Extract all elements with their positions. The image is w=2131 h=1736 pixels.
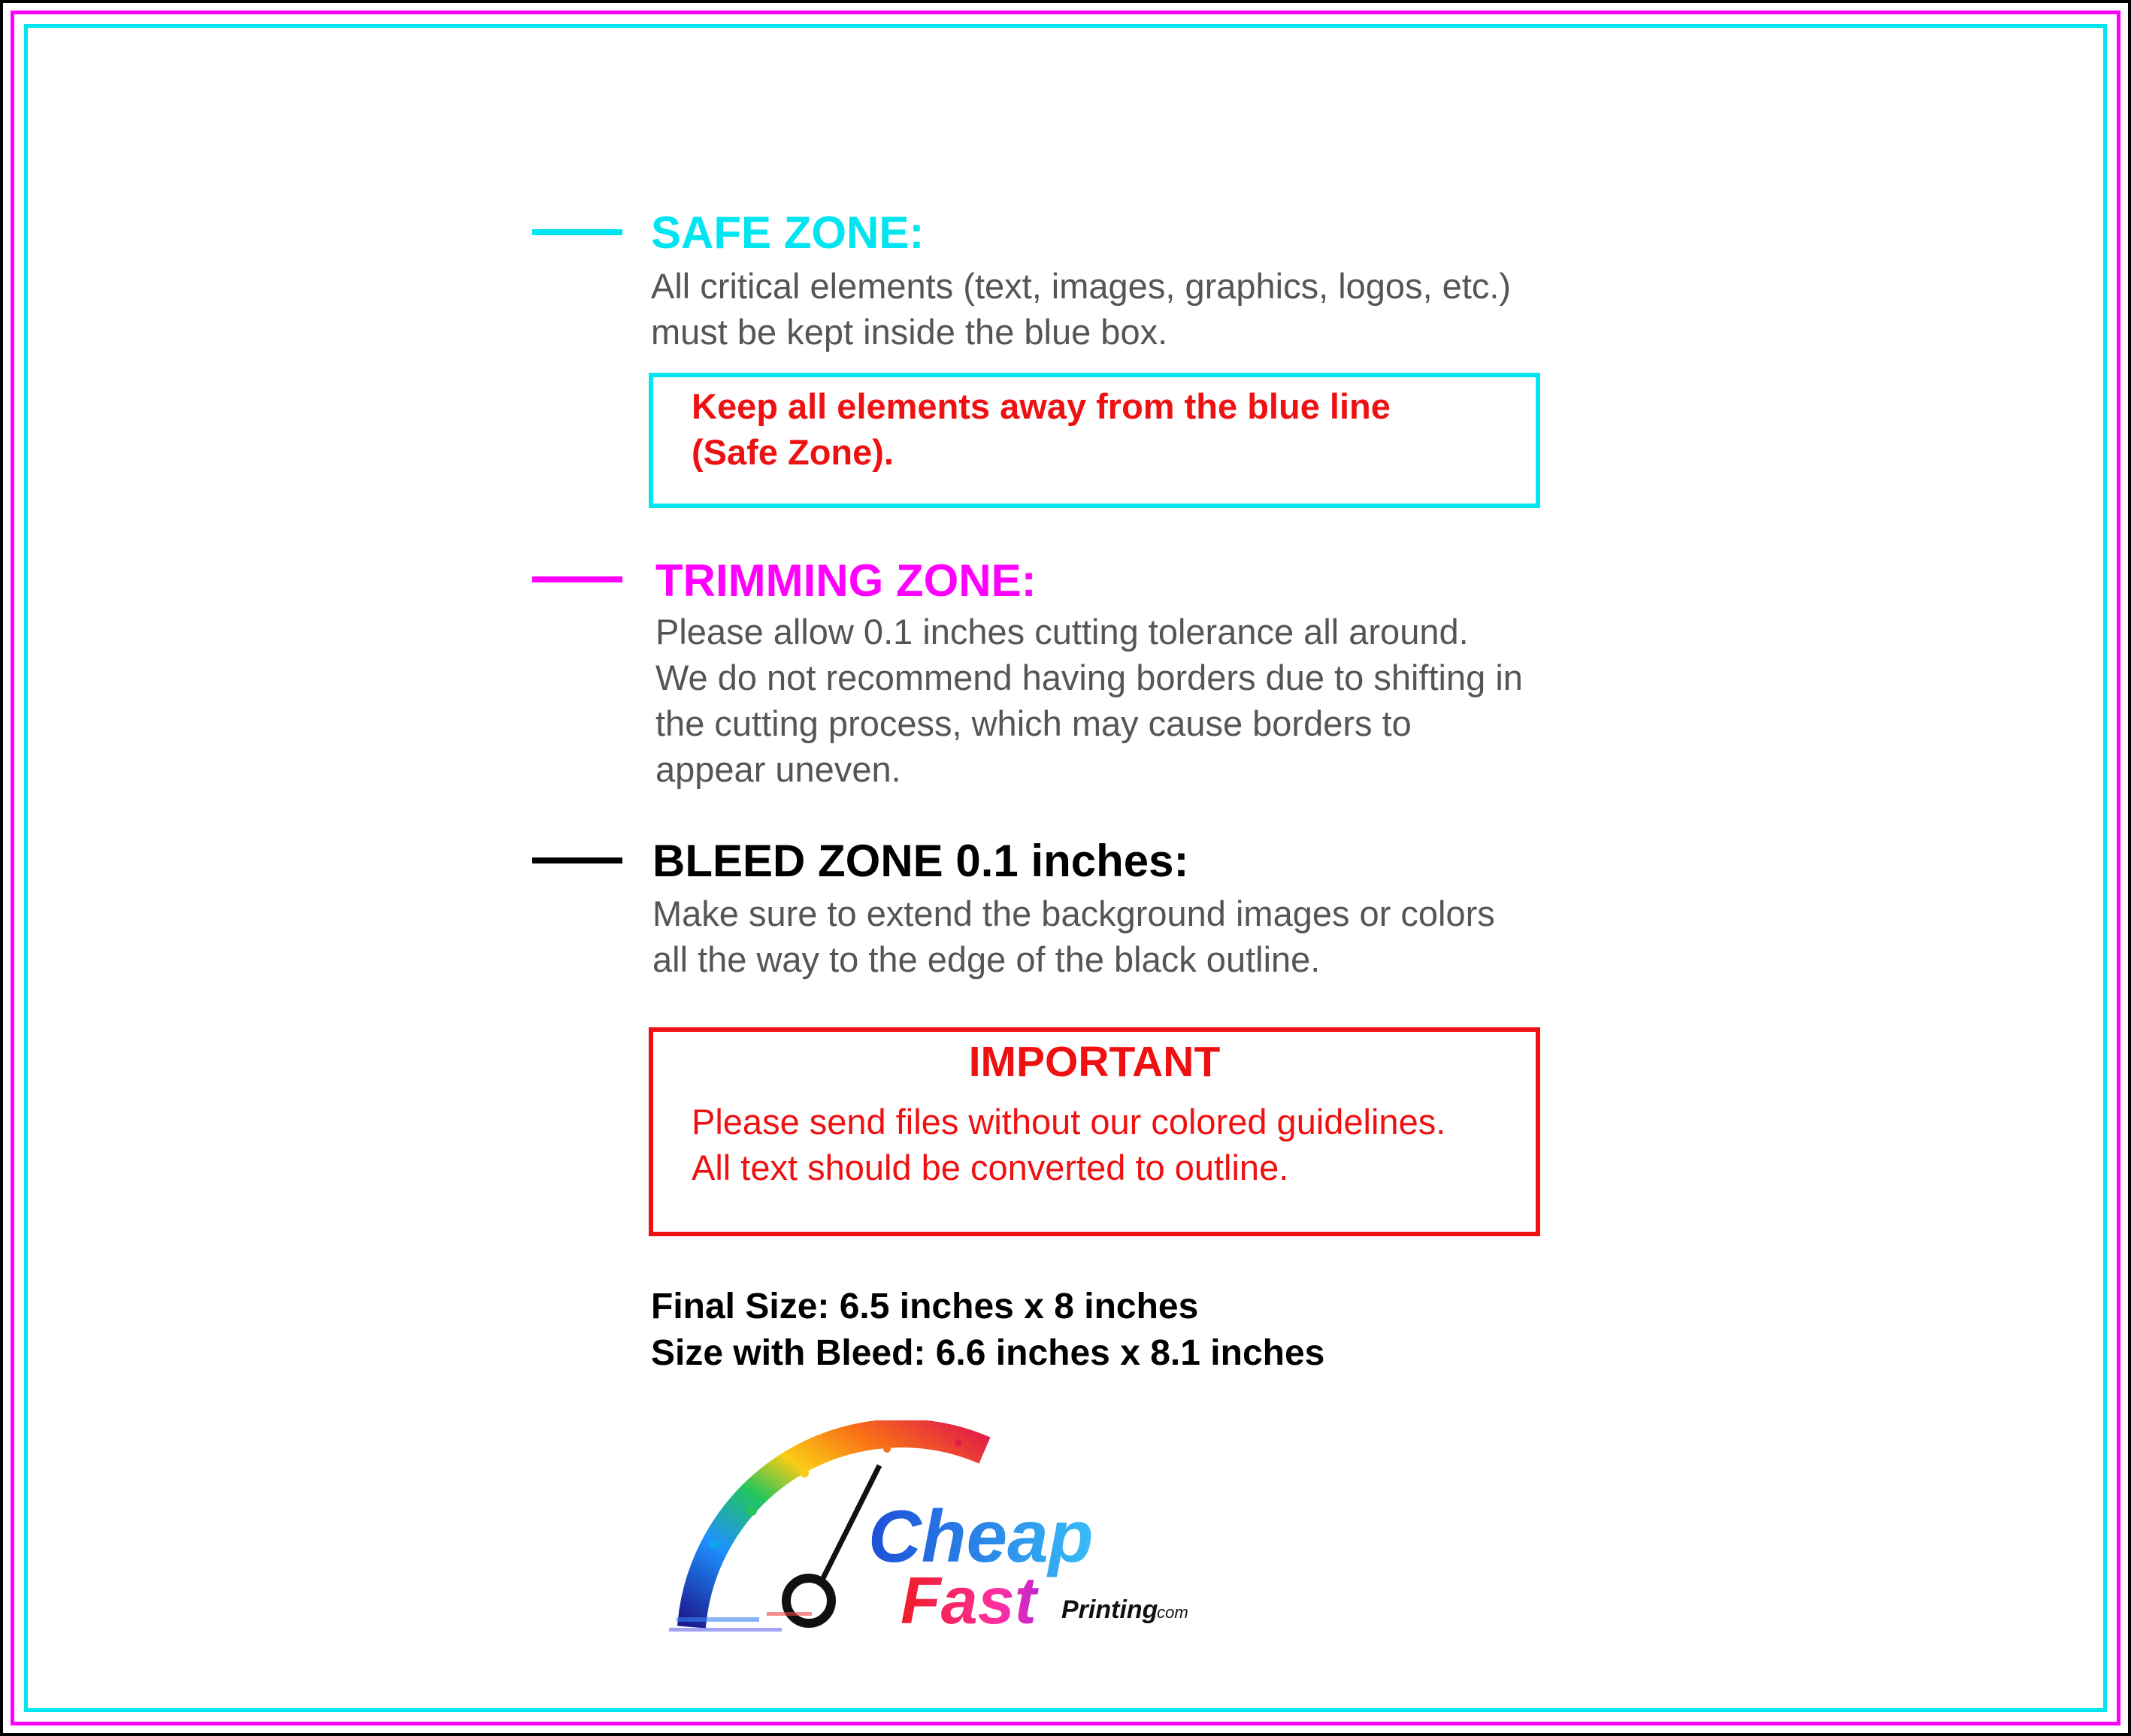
safe-zone-description bbox=[651, 263, 1511, 355]
safe-zone-note-line: (Safe Zone). bbox=[692, 432, 894, 472]
logo-word-printing: Printing bbox=[1061, 1595, 1158, 1624]
safe-zone-desc-line: All critical elements (text, images, graphics, logos, etc.) bbox=[651, 266, 1512, 306]
trimming-zone-title: TRIMMING ZONE: bbox=[655, 555, 1037, 606]
cheapfastprinting-logo bbox=[661, 1420, 1203, 1653]
final-size: Final Size: 6.5 inches x 8 inches bbox=[651, 1287, 1199, 1326]
bleed-zone-desc-line: all the way to the edge of the black outline. bbox=[652, 939, 1321, 979]
logo-domain-suffix: .com bbox=[1152, 1603, 1188, 1622]
important-line: Please send files without our colored guidelines. bbox=[692, 1102, 1446, 1142]
logo-word-fast: Fast bbox=[901, 1563, 1037, 1638]
size-info bbox=[651, 1284, 1324, 1377]
important-text bbox=[692, 1099, 1445, 1190]
safe-zone-note bbox=[692, 383, 1391, 475]
bleed-zone-desc-line: Make sure to extend the background images or colors bbox=[652, 894, 1495, 933]
trimming-zone-desc-line: We do not recommend having borders due to shifting in bbox=[655, 658, 1523, 697]
safe-zone-legend-line bbox=[532, 229, 622, 235]
safe-zone-desc-line: must be kept inside the blue box. bbox=[651, 312, 1168, 352]
size-with-bleed: Size with Bleed: 6.6 inches x 8.1 inches bbox=[651, 1333, 1325, 1373]
bleed-zone-legend-line bbox=[532, 857, 622, 863]
important-title: IMPORTANT bbox=[968, 1038, 1221, 1086]
trimming-zone-description bbox=[655, 609, 1523, 792]
logo-word-cheap: Cheap bbox=[868, 1495, 1094, 1577]
safe-zone-note-line: Keep all elements away from the blue line bbox=[692, 386, 1391, 426]
important-line: All text should be converted to outline. bbox=[692, 1148, 1289, 1187]
bleed-zone-description bbox=[652, 891, 1495, 982]
trimming-zone-desc-line: the cutting process, which may cause borders to bbox=[655, 703, 1412, 743]
bleed-zone-title: BLEED ZONE 0.1 inches: bbox=[652, 836, 1189, 886]
trimming-zone-legend-line bbox=[532, 576, 622, 582]
trimming-zone-desc-line: appear uneven. bbox=[655, 749, 901, 789]
trimming-zone-desc-line: Please allow 0.1 inches cutting tolerance all around. bbox=[655, 612, 1469, 652]
safe-zone-title: SAFE ZONE: bbox=[651, 207, 925, 258]
